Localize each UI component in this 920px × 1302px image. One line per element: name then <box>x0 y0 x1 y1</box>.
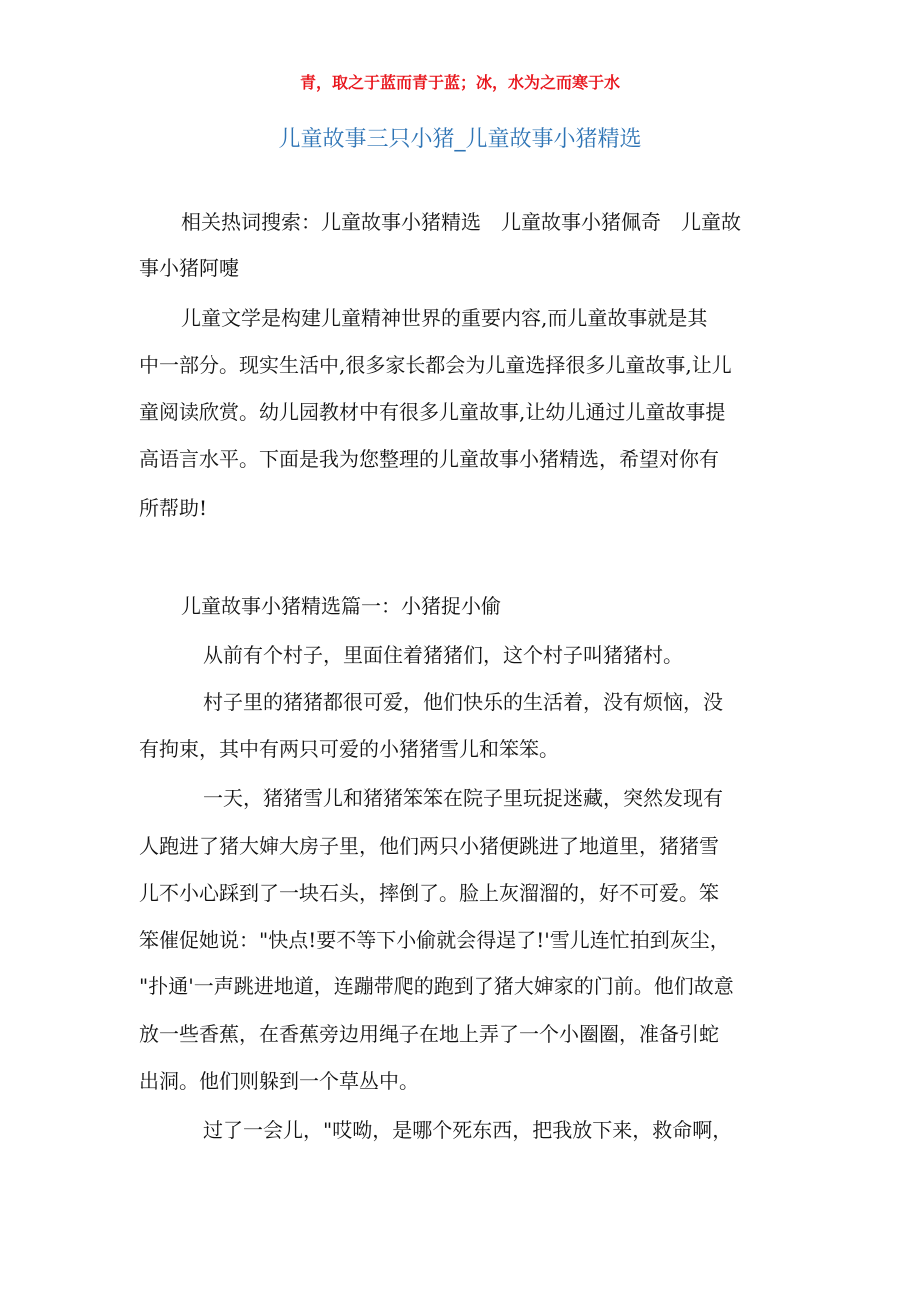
body-line: 有拘束，其中有两只可爱的小猪猪雪儿和笨笨。 <box>139 737 559 761</box>
body-line: 出洞。他们则躲到一个草丛中。 <box>139 1069 419 1093</box>
motto-header: 青，取之于蓝而青于蓝；冰，水为之而寒于水 <box>299 73 620 92</box>
body-line: 放一些香蕉，在香蕉旁边用绳子在地上弄了一个小圈圈，准备引蛇 <box>139 1022 719 1046</box>
body-line: 从前有个村子，里面住着猪猪们，这个村子叫猪猪村。 <box>203 643 683 667</box>
body-line: 一天，猪猪雪儿和猪猪笨笨在院子里玩捉迷藏，突然发现有 <box>203 786 723 810</box>
intro-line: 所帮助! <box>139 496 208 520</box>
body-line: 儿不小心踩到了一块石头，摔倒了。脸上灰溜溜的，好不可爱。笨 <box>139 881 719 905</box>
section-heading: 儿童故事小猪精选篇一：小猪捉小偷 <box>181 594 501 618</box>
intro-line: 中一部分。现实生活中,很多家长都会为儿童选择很多儿童故事,让儿 <box>139 353 732 377</box>
body-line: 过了一会儿，"哎呦，是哪个死东西，把我放下来，救命啊， <box>203 1118 733 1142</box>
intro-line: 高语言水平。下面是我为您整理的儿童故事小猪精选，希望对你有 <box>139 447 719 471</box>
intro-line: 儿童文学是构建儿童精神世界的重要内容,而儿童故事就是其 <box>181 306 708 330</box>
body-line: "扑通'一声跳进地道，连蹦带爬的跑到了猪大婶家的门前。他们故意 <box>139 974 734 998</box>
intro-line: 童阅读欣赏。幼儿园教材中有很多儿童故事,让幼儿通过儿童故事提 <box>139 400 726 424</box>
body-line: 村子里的猪猪都很可爱，他们快乐的生活着，没有烦恼，没 <box>203 690 723 714</box>
keywords-line: 事小猪阿嚏 <box>139 256 239 280</box>
keywords-line: 相关热词搜索：儿童故事小猪精选 儿童故事小猪佩奇 儿童故 <box>181 210 741 234</box>
body-line: 人跑进了猪大婶大房子里，他们两只小猪便跳进了地道里，猪猪雪 <box>139 834 719 858</box>
document-title: 儿童故事三只小猪_儿童故事小猪精选 <box>278 127 642 152</box>
body-line: 笨催促她说："快点!要不等下小偷就会得逞了!'雪儿连忙拍到灰尘， <box>139 928 730 952</box>
